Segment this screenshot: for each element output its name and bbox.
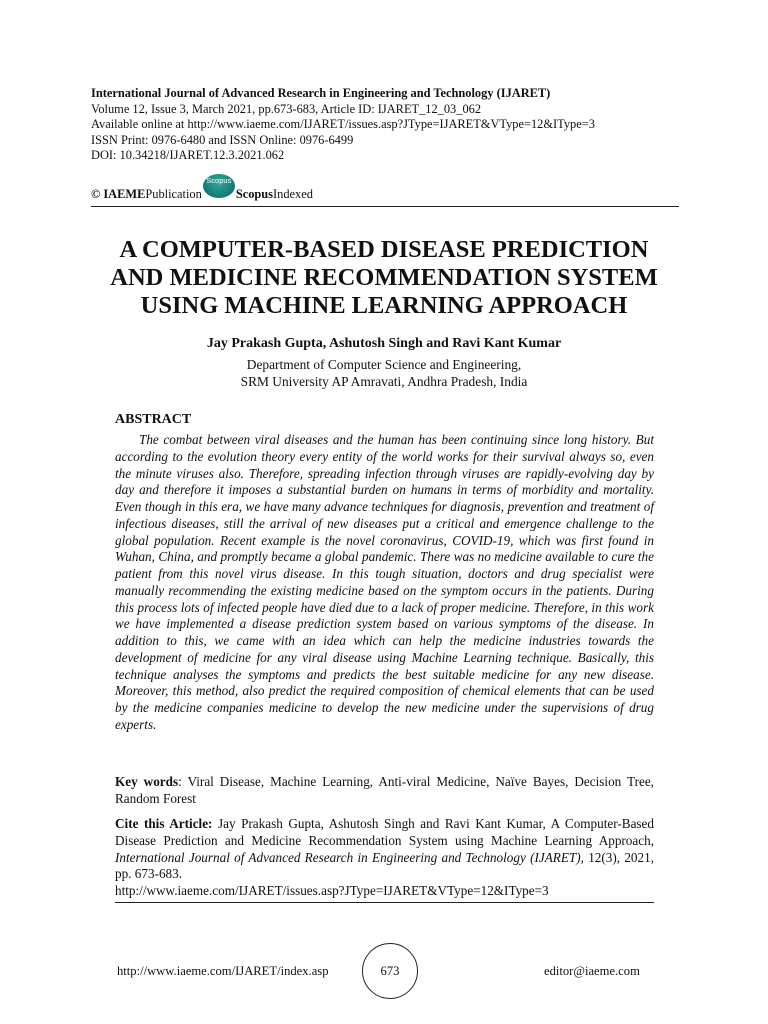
availability-line[interactable]: Available online at http://www.iaeme.com/IJARET/issues.asp?JType=IJARET&VType=12&IType=3 (91, 117, 595, 132)
doi-line: DOI: 10.34218/IJARET.12.3.2021.062 (91, 148, 285, 163)
publication-word: Publication (145, 187, 202, 201)
citation-label: Cite this Article: (115, 816, 213, 831)
citation-divider (115, 902, 654, 903)
footer-url[interactable]: http://www.iaeme.com/IJARET/index.asp (117, 964, 329, 978)
volume-info: Volume 12, Issue 3, March 2021, pp.673-683, Article ID: IJARET_12_03_062 (91, 101, 482, 116)
affiliation (80, 356, 688, 390)
footer-email[interactable]: editor@iaeme.com (544, 964, 640, 978)
title-line: USING MACHINE LEARNING APPROACH (140, 292, 628, 319)
copyright-publisher: © IAEME (91, 187, 146, 201)
abstract-text: The combat between viral diseases and the human has been continuing since long history. But according to the evolution theory every entity of the world works for their survival always so, even the minute viruses also. Therefore, spreading infection through viruses are rapidly-evolving day by day and therefore it imposes a substantial burden on humans in terms of morbidity and mortality. Even though in this era, we have many advance techniques for diagnosis, prevention and treatment of infectious diseases, still the arrival of new diseases put a critical and emergence challenge to the global population. Recent example is the novel coronavirus, COVID-19, which was first found in Wuhan, China, and promptly became a global pandemic. There was no medicine available to cure the patient from this novel virus disease. In this tough situation, doctors and drug specialist were manually recommending the existing medicine based on the symptom occurs in the patients. During this process lots of infected people have died due to a lack of proper medicine. Therefore, in this work we have implemented a disease prediction system based on various symptoms of the disease. In addition to this, we came with an idea which can help the medicine industries towards the development of medicine for any viral disease using Machine Learning technique. Basically, this technique analyses the symptoms and predicts the best suitable medicine for any new disease. Moreover, this method, also predict the required composition of chemical elements that can be used by the medicine companies medicine to develop the new medicine under the supervisions of drug experts. (115, 432, 654, 732)
authors: Jay Prakash Gupta, Ashutosh Singh and Ravi Kant Kumar (206, 336, 562, 351)
citation-journal: International Journal of Advanced Research in Engineering and Technology (IJARET) (115, 849, 581, 865)
page-number: 673 (362, 943, 418, 999)
keywords-text: : Viral Disease, Machine Learning, Anti-viral Medicine, Naïve Bayes, Decision Tree, Random Forest (115, 774, 654, 806)
journal-header (91, 86, 691, 164)
scopus-label: Scopus (235, 187, 274, 201)
citation-text: Jay Prakash Gupta, Ashutosh Singh and Ravi Kant Kumar, A Computer-Based Disease Prediction and Medicine Recommendation System using Machine Learning Approach, (115, 816, 654, 848)
journal-name: International Journal of Advanced Research in Engineering and Technology (IJARET) (91, 86, 551, 100)
citation (115, 816, 654, 883)
keywords (115, 774, 654, 808)
keywords-label: Key words (115, 774, 179, 789)
scopus-logo-icon: Scopus (203, 174, 235, 198)
abstract-heading: ABSTRACT (115, 412, 192, 427)
citation-url[interactable]: http://www.iaeme.com/IJARET/issues.asp?JType=IJARET&VType=12&IType=3 (115, 883, 549, 898)
publication-row (91, 178, 313, 202)
header-divider (91, 206, 679, 207)
paper-title (80, 236, 688, 320)
indexed-label: Indexed (273, 187, 313, 201)
title-line: AND MEDICINE RECOMMENDATION SYSTEM (110, 264, 658, 291)
university: SRM University AP Amravati, Andhra Pradesh, India (240, 374, 528, 389)
citation-details: , 12(3), 2021, pp. 673-683. (115, 849, 654, 882)
department: Department of Computer Science and Engineering, (246, 357, 522, 372)
issn-line: ISSN Print: 0976-6480 and ISSN Online: 0976-6499 (91, 132, 354, 147)
title-line: A COMPUTER-BASED DISEASE PREDICTION (119, 236, 649, 263)
